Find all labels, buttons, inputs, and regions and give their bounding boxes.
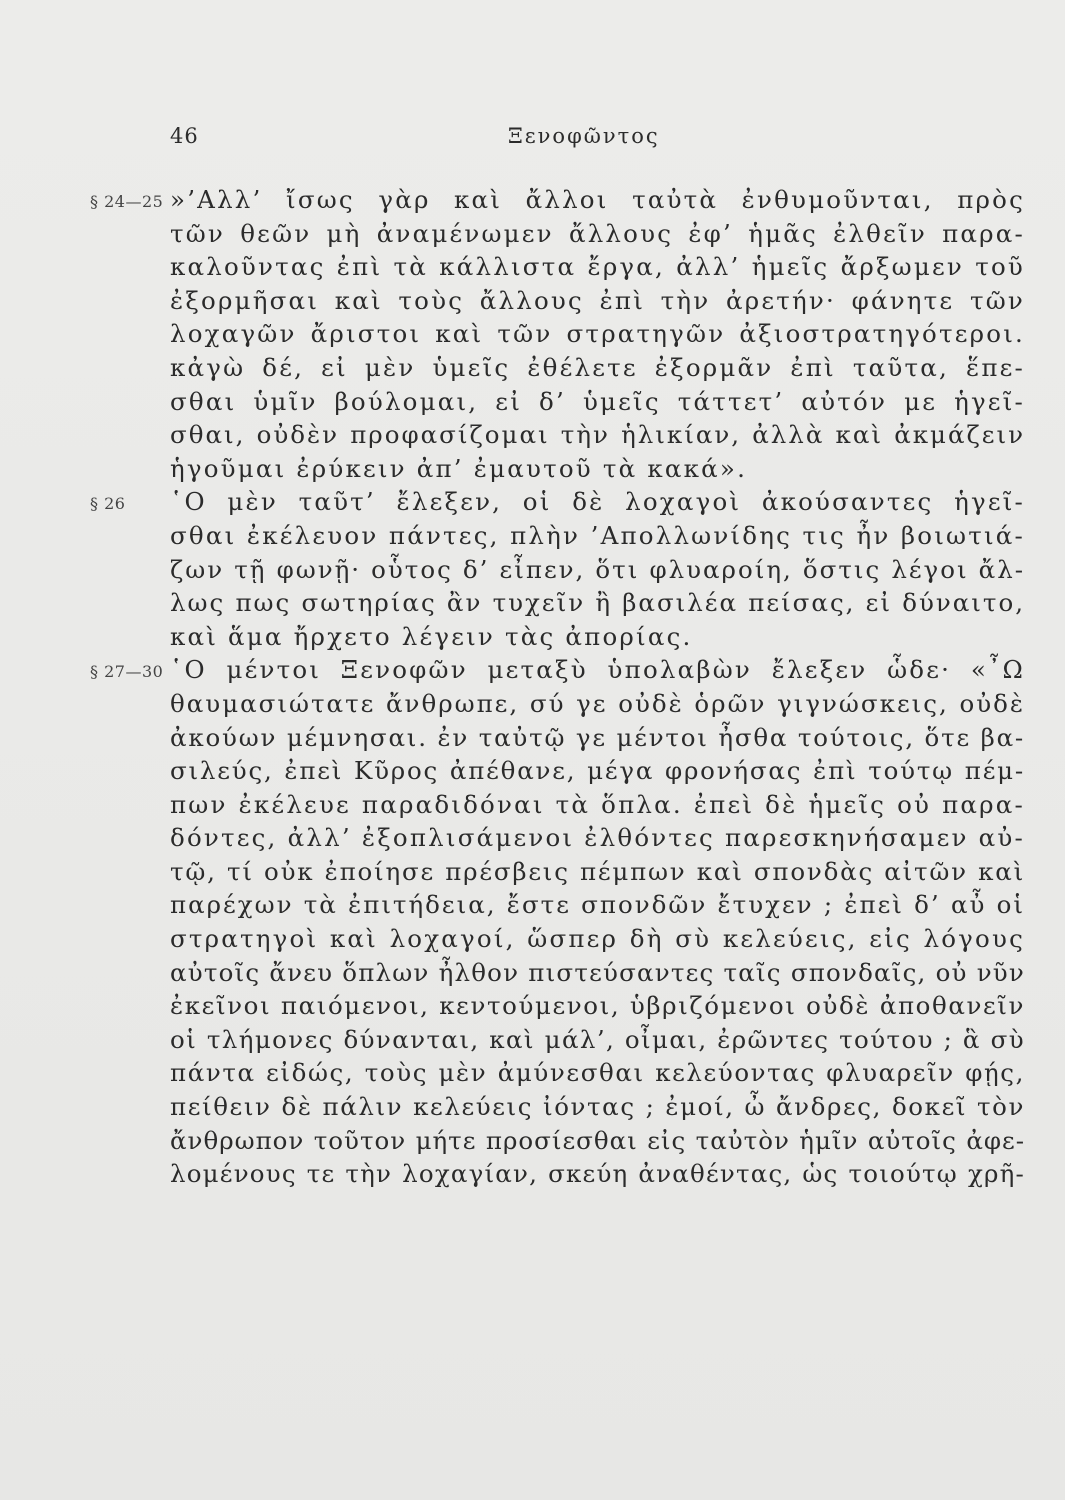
line-text: σθαι ὑμῖν βούλομαι, εἰ δ’ ὑμεῖς τάττετ’ αὐτόν με ἡγεῖ-: [170, 386, 1025, 416]
line-text: τῶν θεῶν μὴ ἀναμένωμεν ἄλλους ἐφ’ ἡμᾶς ἐλθεῖν παρα-: [170, 218, 1025, 248]
text-line: [0, 888, 1065, 922]
text-line: [0, 217, 1065, 251]
text-line: [0, 754, 1065, 788]
text-line: [0, 183, 1065, 217]
greek-text-body: [0, 183, 1065, 1191]
section-marker: § 24—25: [90, 192, 164, 211]
line-text: ῾Ο μὲν ταῦτ’ ἔλεξεν, οἱ δὲ λοχαγοὶ ἀκούσαντες ἡγεῖ-: [170, 487, 1025, 517]
text-line: [0, 989, 1065, 1023]
text-line: [0, 721, 1065, 755]
text-line: [0, 687, 1065, 721]
line-text: καὶ ἅμα ἤρχετο λέγειν τὰς ἀπορίας.: [170, 621, 693, 651]
line-text: αὐτοῖς ἄνευ ὅπλων ἦλθον πιστεύσαντες ταῖς σπονδαῖς, οὐ νῦν: [170, 957, 1025, 987]
text-line: [0, 653, 1065, 687]
line-text: στρατηγοὶ καὶ λοχαγοί, ὥσπερ δὴ σὺ κελεύεις, εἰς λόγους: [170, 924, 1025, 954]
line-text: δόντες, ἀλλ’ ἐξοπλισάμενοι ἐλθόντες παρεσκηνήσαμεν αὐ-: [170, 823, 1025, 853]
running-title: Ξενοφῶντος: [508, 124, 660, 148]
text-line: [0, 1056, 1065, 1090]
text-line: [0, 821, 1065, 855]
line-text: πων ἐκέλευε παραδιδόναι τὰ ὅπλα. ἐπεὶ δὲ ἡμεῖς οὐ παρα-: [170, 789, 1025, 819]
line-text: κἀγὼ δέ, εἰ μὲν ὑμεῖς ἐθέλετε ἐξορμᾶν ἐπὶ ταῦτα, ἕπε-: [170, 352, 1025, 382]
section-marker: § 27—30: [90, 662, 164, 682]
text-line: [0, 317, 1065, 351]
text-line: [0, 553, 1065, 587]
text-line: [0, 452, 1065, 486]
text-line: [0, 418, 1065, 452]
line-text: ἀκούων μέμνησαι. ἐν ταὐτῷ γε μέντοι ἦσθα τούτοις, ὅτε βα-: [170, 722, 1025, 752]
page-header: [0, 124, 1065, 154]
line-text: ἡγοῦμαι ἐρύκειν ἀπ’ ἐμαυτοῦ τὰ κακά».: [170, 453, 748, 483]
text-line: [0, 1023, 1065, 1057]
text-line: [0, 351, 1065, 385]
text-line: [0, 284, 1065, 318]
line-text: τῷ, τί οὐκ ἐποίησε πρέσβεις πέμπων καὶ σπονδὰς αἰτῶν καὶ: [170, 856, 1025, 886]
text-line: [0, 1090, 1065, 1124]
text-line: [0, 620, 1065, 654]
page-number: 46: [170, 124, 199, 148]
line-text: πάντα εἰδώς, τοὺς μὲν ἀμύνεσθαι κελεύοντας φλυαρεῖν φῄς,: [170, 1058, 1025, 1088]
line-text: ἐκεῖνοι παιόμενοι, κεντούμενοι, ὑβριζόμενοι οὐδὲ ἀποθανεῖν: [170, 991, 1025, 1021]
line-text: οἱ τλήμονες δύνανται, καὶ μάλ’, οἶμαι, ἐρῶντες τούτου ; ἃ σὺ: [170, 1024, 1025, 1054]
text-line: [0, 250, 1065, 284]
section-marker: § 26: [90, 494, 126, 514]
line-text: θαυμασιώτατε ἄνθρωπε, σύ γε οὐδὲ ὁρῶν γιγνώσκεις, οὐδὲ: [170, 688, 1025, 718]
line-text: λως πως σωτηρίας ἂν τυχεῖν ἢ βασιλέα πείσας, εἰ δύναιτο,: [170, 588, 1025, 618]
text-line: [0, 586, 1065, 620]
line-text: ῾Ο μέντοι Ξενοφῶν μεταξὺ ὑπολαβὼν ἔλεξεν ὧδε· «῏Ω: [170, 655, 1025, 685]
text-line: [0, 855, 1065, 889]
text-line: [0, 519, 1065, 553]
line-text: ἄνθρωπον τοῦτον μήτε προσίεσθαι εἰς ταὐτὸν ἡμῖν αὐτοῖς ἀφε-: [170, 1125, 1025, 1155]
text-line: [0, 922, 1065, 956]
text-line: [0, 1157, 1065, 1191]
text-line: [0, 788, 1065, 822]
line-text: παρέχων τὰ ἐπιτήδεια, ἔστε σπονδῶν ἔτυχεν ; ἐπεὶ δ’ αὖ οἱ: [170, 890, 1025, 920]
line-text: καλοῦντας ἐπὶ τὰ κάλλιστα ἔργα, ἀλλ’ ἡμεῖς ἄρξωμεν τοῦ: [170, 252, 1025, 282]
line-text: σιλεύς, ἐπεὶ Κῦρος ἀπέθανε, μέγα φρονήσας ἐπὶ τούτῳ πέμ-: [170, 756, 1025, 786]
text-line: [0, 485, 1065, 519]
line-text: ἐξορμῆσαι καὶ τοὺς ἄλλους ἐπὶ τὴν ἀρετήν· φάνητε τῶν: [170, 285, 1025, 315]
text-line: [0, 385, 1065, 419]
line-text: πείθειν δὲ πάλιν κελεύεις ἰόντας ; ἐμοί, ὦ ἄνδρες, δοκεῖ τὸν: [170, 1092, 1025, 1122]
text-line: [0, 1124, 1065, 1158]
line-text: λοχαγῶν ἄριστοι καὶ τῶν στρατηγῶν ἀξιοστρατηγότεροι.: [170, 319, 1025, 349]
line-text: σθαι, οὐδὲν προφασίζομαι τὴν ἡλικίαν, ἀλλὰ καὶ ἀκμάζειν: [170, 420, 1025, 450]
text-line: [0, 956, 1065, 990]
line-text: »’Αλλ’ ἴσως γὰρ καὶ ἄλλοι ταὐτὰ ἐνθυμοῦνται, πρὸς: [170, 185, 1025, 214]
line-text: λομένους τε τὴν λοχαγίαν, σκεύη ἀναθέντας, ὡς τοιούτῳ χρῆ-: [170, 1159, 1025, 1189]
line-text: ζων τῇ φωνῇ· οὗτος δ’ εἶπεν, ὅτι φλυαροίη, ὅστις λέγοι ἄλ-: [170, 554, 1025, 584]
line-text: σθαι ἐκέλευον πάντες, πλὴν ’Απολλωνίδης τις ἦν βοιωτιά-: [170, 520, 1025, 550]
